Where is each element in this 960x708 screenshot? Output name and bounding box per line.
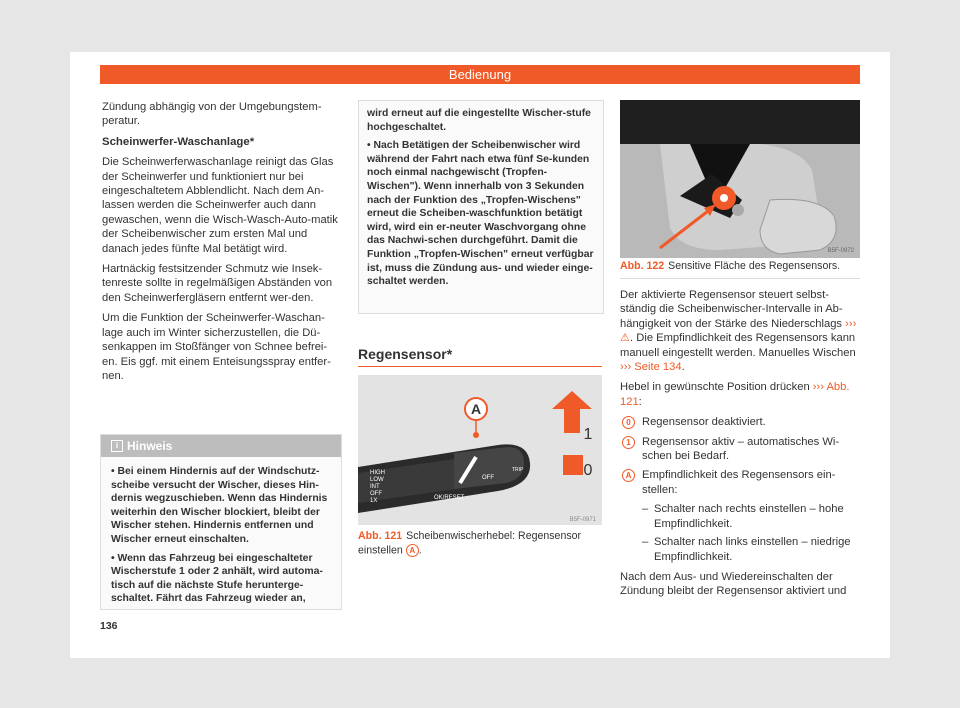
section-title: Regensensor* [358, 346, 602, 367]
lever-label: OFF [370, 491, 382, 497]
wiper-lever-illustration [358, 375, 602, 525]
paragraph: Zündung abhängig von der Umgebungstem-peratur. [102, 101, 322, 128]
page-link[interactable]: ››› Seite 134 [620, 361, 682, 374]
paragraph: Um die Funktion der Scheinwerfer-Waschan-lage auch im Winter sicherzustellen, die Dü-senkappen im Stoßfänger von Schnee befrei-en. Eis ggf. mit einem Enteisungsspray entfer-nen. [102, 312, 331, 382]
rain-sensor-illustration [620, 100, 860, 258]
square-icon [563, 455, 583, 475]
lever-label: LOW [370, 477, 384, 483]
key-badge: 1 [622, 436, 635, 449]
figure-link[interactable]: ››› Abb. 121 [620, 381, 850, 408]
paragraph: Die Scheinwerferwaschanlage reinigt das Glas der Scheinwerfer und funktioniert nur bei eingeschaltetem Abblendlicht. Nach dem An-lassen werden die Scheinwerfer auch dann gewaschen, wenn die Wisch-Wasch-Auto-matik der Scheibenwischer zum ersten Mal und danach jedes fünfte Mal betätigt wird. [102, 156, 338, 255]
caption-text: Scheibenwischerhebel: Regensensor einstellen [358, 530, 582, 556]
figure-code: B5F-0971 [569, 517, 596, 523]
figure-wiper-lever [358, 375, 602, 525]
list-item: 1 Regensensor aktiv – automatisches Wi-schen bei Bedarf. [620, 435, 860, 464]
figure-caption: Abb. 121 Scheibenwischerhebel: Regensensor einstellen A . [358, 530, 582, 556]
warning-icon: ⚠ [620, 332, 631, 345]
note-body [101, 457, 341, 619]
lever-reset-label: OK/RESET [434, 495, 465, 501]
list-item: 0 Regensensor deaktiviert. [620, 415, 860, 429]
figure-code: B5F-0972 [827, 248, 854, 254]
note-header [101, 435, 341, 457]
key-badge: A [622, 469, 635, 482]
figure-rain-sensor [620, 100, 860, 258]
position-1-label: 1 [583, 426, 593, 443]
list-item: A Empfindlichkeit des Regensensors ein-stellen: [620, 468, 860, 497]
callout-label: A [470, 401, 482, 417]
note-continuation: wird erneut auf die eingestellte Wischer-stufe hochgeschaltet. [367, 108, 591, 133]
paragraph: Hartnäckig festsitzender Schmutz wie Insek-tenreste sollte in regelmäßigen Abständen von den Scheinwerfergläsern entfernt wer-den. [102, 263, 333, 304]
callout-ref: A [406, 544, 419, 557]
paragraph: Der aktivierte Regensensor steuert selbst-ständig die Scheibenwischer-Intervalle in Ab-hängigkeit von der Stärke des Niederschlags ››› ⚠. Die Empfindlichkeit des Regensensors kann manuell eingestellt werden. Manuelles Wischen ››› Seite 134. [620, 289, 857, 374]
paragraph: Hebel in gewünschte Position drücken ››› Abb. 121: [620, 381, 850, 408]
figure-number: Abb. 121 [358, 530, 403, 542]
paragraph: Nach dem Aus- und Wiedereinschalten der Zündung bleibt der Regensensor aktiviert und [620, 570, 847, 598]
info-icon: i [111, 440, 123, 452]
note-title: Hinweis [127, 439, 173, 453]
note-bullet: • Wenn das Fahrzeug bei eingeschalteter Wischerstufe 1 oder 2 anhält, wird automa-tisch auf die nächste Stufe herunterge-schaltet. Fährt das Fahrzeug wieder an, [111, 552, 323, 605]
caption-text: Sensitive Fläche des Regensensors. [668, 260, 841, 272]
dash-item: – Schalter nach rechts einstellen – hohe Empfindlichkeit. [642, 503, 844, 530]
lever-label: HIGH [370, 470, 385, 476]
column-right [620, 288, 860, 605]
subheading: Scheinwerfer-Waschanlage* [102, 135, 255, 148]
key-badge: 0 [622, 416, 635, 429]
lever-label: INT [370, 484, 380, 490]
page [70, 52, 890, 658]
note-box [100, 434, 342, 610]
section-header: Bedienung [100, 65, 860, 84]
position-0-label: 0 [583, 462, 593, 479]
figure-number: Abb. 122 [620, 260, 665, 272]
lever-label: 1X [370, 498, 378, 504]
page-number: 136 [100, 620, 118, 632]
note-bullet: • Bei einem Hindernis auf der Windschutz-scheibe versucht der Wischer, dieses Hin-dernis wegzuschieben. Wenn das Hindernis weiterhin den Wischer blockiert, bleibt der Wischer stehen. Hindernis entfernen und Wischer erneut einschalten. [111, 466, 328, 545]
dash-item: – Schalter nach links einstellen – niedrige Empfindlichkeit. [642, 536, 851, 563]
note-continuation-box [358, 100, 604, 314]
note-bullet: • Nach Betätigen der Scheibenwischer wird während der Fahrt nach etwa fünf Se-kunden noch einmal nachgewischt (Tropfen-Wischen"). Wenn innerhalb von 3 Sekunden nach der Funktion des „Tropfen-Wischens" erneut die Scheiben-waschfunktion betätigt wird, wird ein er-neuter Waschvorgang ohne das Nachwi-schen durchgeführt. Damit die Funktion „Tropfen-Wischen" erneut verfügbar ist, muss die Zündung aus- und wieder einge-schaltet werden. [367, 140, 594, 288]
column-left [102, 100, 342, 389]
lever-trip-label: TRIP [512, 467, 524, 473]
figure-caption [620, 260, 860, 279]
ref-arrow: ››› [845, 317, 857, 330]
lever-off-label: OFF [482, 475, 494, 481]
